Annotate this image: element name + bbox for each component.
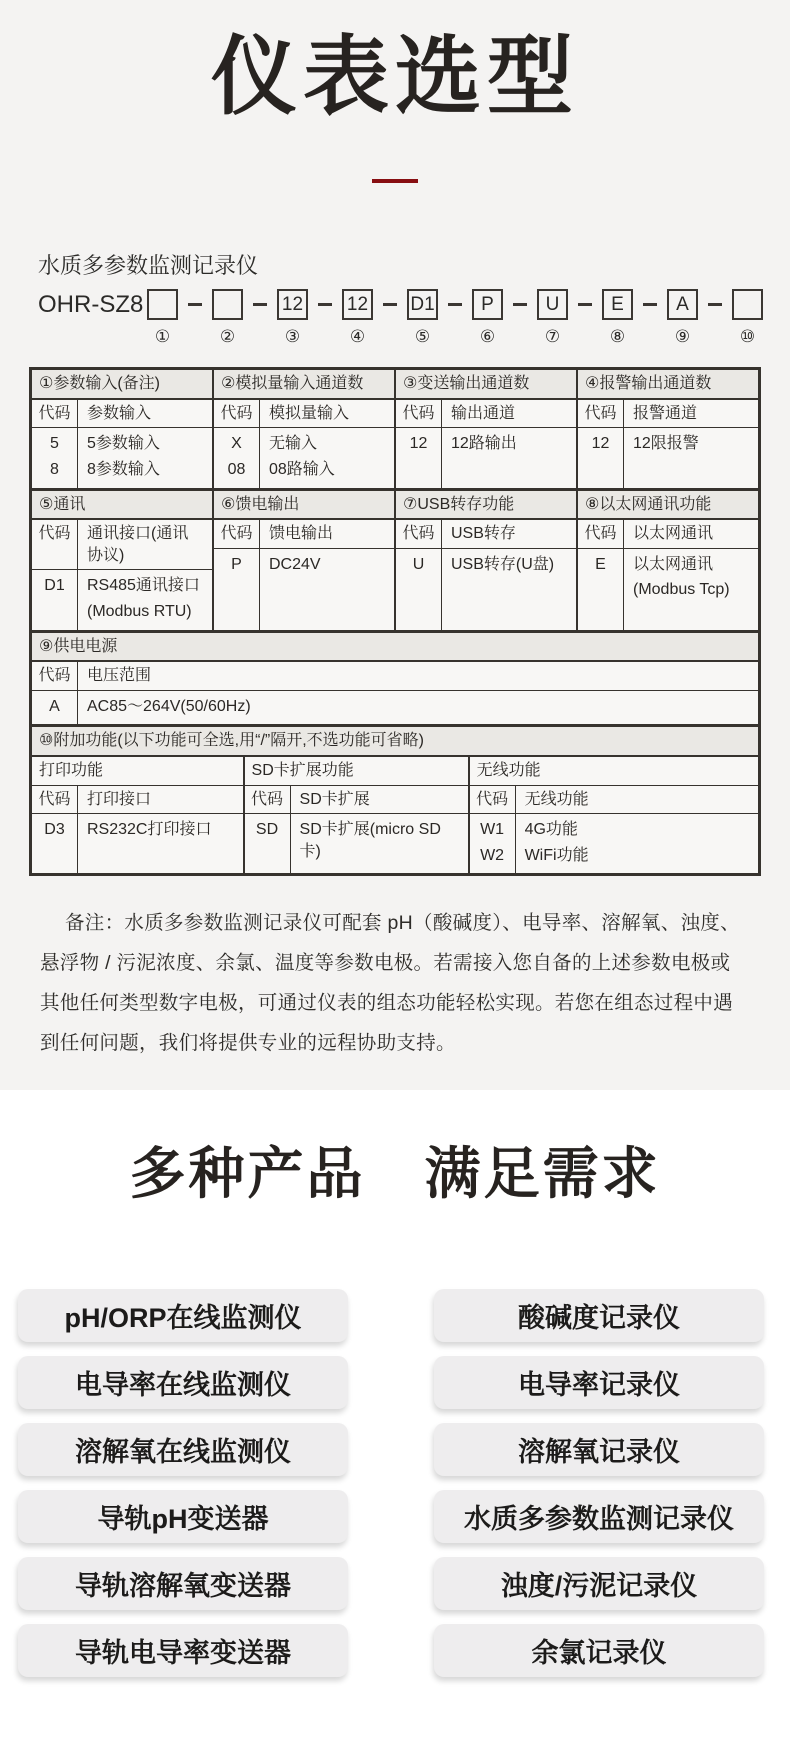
spec-group-comm [32, 491, 212, 630]
desc-header: SD卡扩展 [299, 790, 370, 808]
desc-header: 打印接口 [87, 790, 152, 808]
products-section-title: 多种产品 满足需求 [129, 1142, 661, 1206]
desc-value: DC24V [269, 555, 321, 573]
desc-value: 5参数输入 [87, 435, 160, 453]
desc-value: WiFi功能 [524, 846, 589, 864]
desc-value: 12限报警 [633, 435, 699, 453]
code-header: 代码 [214, 400, 260, 428]
position-index-9: ⑨ [674, 327, 691, 347]
product-button-dissolved-oxygen-monitor[interactable]: 溶解氧在线监测仪 [18, 1423, 348, 1476]
model-dash [643, 303, 657, 306]
model-code-line [38, 289, 790, 320]
spec-band-3 [32, 630, 758, 725]
code-value: 12 [409, 435, 428, 453]
model-prefix: OHR-SZ8 [38, 290, 144, 318]
desc-header: 通讯接口(通讯协议) [87, 525, 189, 564]
spec-subgroup-sdcard [243, 757, 468, 873]
products-grid [0, 1289, 790, 1691]
subgroup-title: SD卡扩展功能 [245, 757, 468, 786]
spec-table [29, 367, 761, 876]
product-button-multiparam-recorder[interactable]: 水质多参数监测记录仪 [434, 1490, 764, 1543]
desc-value: 8参数输入 [87, 460, 160, 478]
group-title: ⑨供电电源 [32, 633, 758, 663]
model-code-box-10 [732, 289, 763, 320]
spec-group-additional [32, 727, 758, 873]
spec-group-transmit-output [394, 370, 576, 487]
product-button-conductivity-recorder[interactable]: 电导率记录仪 [434, 1356, 764, 1409]
desc-value: (Modbus RTU) [87, 602, 192, 620]
position-index-3: ③ [284, 327, 301, 347]
model-dash [448, 303, 462, 306]
desc-value: SD卡扩展(micro SD卡) [299, 821, 441, 860]
product-button-conductivity-monitor[interactable]: 电导率在线监测仪 [18, 1356, 348, 1409]
code-value: X [231, 435, 242, 453]
spec-group-param-input [32, 370, 212, 487]
group-title: ④报警输出通道数 [578, 370, 758, 400]
position-index-6: ⑥ [479, 327, 496, 347]
spec-group-feed-output [212, 491, 394, 630]
model-code-box-2 [212, 289, 243, 320]
spec-band-4 [32, 724, 758, 873]
code-header: 代码 [396, 400, 442, 428]
desc-value: 12路输出 [451, 435, 517, 453]
desc-value: 以太网通讯 [633, 555, 714, 573]
group-title: ⑦USB转存功能 [396, 491, 576, 521]
spec-group-usb [394, 491, 576, 630]
model-code-box-7: U [537, 289, 568, 320]
code-value: D3 [44, 821, 65, 839]
code-header: 代码 [396, 520, 442, 548]
position-index-8: ⑧ [609, 327, 626, 347]
desc-value: 08路输入 [269, 460, 335, 478]
desc-header: 无线功能 [524, 790, 589, 808]
model-dash [253, 303, 267, 306]
code-value: D1 [44, 577, 65, 595]
products-section [0, 1090, 790, 1753]
subgroup-title: 无线功能 [470, 757, 758, 786]
model-code-box-6: P [472, 289, 503, 320]
desc-value: (Modbus Tcp) [633, 581, 730, 599]
model-code-box-5: D1 [407, 289, 438, 320]
model-code-block [38, 249, 790, 347]
group-title: ③变送输出通道数 [396, 370, 576, 400]
product-button-rail-dissolved-oxygen-transmitter[interactable]: 导轨溶解氧变送器 [18, 1557, 348, 1610]
spec-band-1 [32, 370, 758, 487]
desc-value: AC85～264V(50/60Hz) [87, 697, 251, 715]
code-header: 代码 [245, 786, 291, 814]
code-value: 12 [591, 435, 610, 453]
product-button-dissolved-oxygen-recorder[interactable]: 溶解氧记录仪 [434, 1423, 764, 1476]
desc-header: 报警通道 [633, 404, 698, 422]
group-title: ⑤通讯 [32, 491, 212, 521]
spec-band-2 [32, 488, 758, 630]
position-index-4: ④ [349, 327, 366, 347]
code-value: 5 [50, 435, 59, 453]
desc-header: 以太网通讯 [633, 525, 714, 543]
code-header: 代码 [578, 520, 624, 548]
model-dash [318, 303, 332, 306]
position-index-2: ② [219, 327, 236, 347]
red-divider [372, 179, 418, 183]
spec-group-ethernet [576, 491, 758, 630]
model-dash [188, 303, 202, 306]
code-header: 代码 [32, 520, 78, 569]
desc-header: 馈电输出 [269, 525, 334, 543]
code-value: A [49, 697, 60, 715]
group-title: ⑩附加功能(以下功能可全选,用“/”隔开,不选功能可省略) [32, 727, 758, 757]
model-code-box-4: 12 [342, 289, 373, 320]
desc-value: 4G功能 [524, 821, 578, 839]
position-index-10: ⑩ [739, 327, 756, 347]
note-text: 备注：水质多参数监测记录仪可配套 pH（酸碱度）、电导率、溶解氧、浊度、悬浮物 / 污泥浓度、余氯、温度等参数电极。若需接入您自备的上述参数电极或其他任何类型数字电极，可通过仪表的组态功能轻松实现。若您在组态过程中遇到任何问题，我们将提供专业的远程协助支持。 [40, 912, 740, 1055]
code-value: 08 [227, 460, 246, 478]
group-title: ①参数输入(备注) [32, 370, 212, 400]
desc-value: RS485通讯接口 [87, 577, 200, 595]
subgroup-title: 打印功能 [32, 757, 243, 786]
position-index-5: ⑤ [414, 327, 431, 347]
products-column-right [434, 1289, 764, 1691]
model-dash [513, 303, 527, 306]
code-header: 代码 [578, 400, 624, 428]
position-index-1: ① [154, 327, 171, 347]
code-value: W1 [480, 821, 505, 839]
code-value: P [231, 555, 242, 573]
desc-header: 参数输入 [87, 404, 152, 422]
desc-value: USB转存(U盘) [451, 555, 555, 573]
code-value: 8 [50, 460, 59, 478]
model-code-box-3: 12 [277, 289, 308, 320]
spec-group-power [32, 633, 758, 725]
desc-value: RS232C打印接口 [87, 821, 212, 839]
product-button-residual-chlorine-recorder[interactable]: 余氯记录仪 [434, 1624, 764, 1677]
model-code-box-9: A [667, 289, 698, 320]
desc-value: 无输入 [269, 435, 318, 453]
product-button-rail-conductivity-transmitter[interactable]: 导轨电导率变送器 [18, 1624, 348, 1677]
desc-header: 电压范围 [87, 667, 152, 685]
group-title: ②模拟量输入通道数 [214, 370, 394, 400]
model-dash [578, 303, 592, 306]
product-button-ph-recorder[interactable]: 酸碱度记录仪 [434, 1289, 764, 1342]
page-title: 仪表选型 [211, 29, 579, 125]
desc-header: 输出通道 [451, 404, 516, 422]
product-name: 水质多参数监测记录仪 [38, 253, 259, 279]
model-code-box-1 [147, 289, 178, 320]
position-index-7: ⑦ [544, 327, 561, 347]
spec-subgroup-print [32, 757, 243, 873]
code-header: 代码 [32, 400, 78, 428]
code-header: 代码 [470, 786, 516, 814]
model-dash [383, 303, 397, 306]
desc-header: 模拟量输入 [269, 404, 350, 422]
product-button-ph-orp-monitor[interactable]: pH/ORP在线监测仪 [18, 1289, 348, 1342]
code-value: U [412, 555, 425, 573]
code-header: 代码 [32, 786, 78, 814]
spec-subgroup-wireless [468, 757, 758, 873]
code-value: E [595, 555, 606, 573]
spec-group-alarm-output [576, 370, 758, 487]
code-value: SD [255, 821, 279, 839]
code-value: W2 [480, 846, 505, 864]
product-button-rail-ph-transmitter[interactable]: 导轨pH变送器 [18, 1490, 348, 1543]
desc-header: USB转存 [451, 525, 516, 543]
group-title: ⑥馈电输出 [214, 491, 394, 521]
spec-group-analog-input [212, 370, 394, 487]
products-column-left [18, 1289, 348, 1691]
model-code-box-8: E [602, 289, 633, 320]
model-position-indices [38, 327, 790, 347]
group-title: ⑧以太网通讯功能 [578, 491, 758, 521]
code-header: 代码 [214, 520, 260, 548]
model-dash [708, 303, 722, 306]
product-button-turbidity-sludge-recorder[interactable]: 浊度/污泥记录仪 [434, 1557, 764, 1610]
code-header: 代码 [32, 662, 78, 690]
